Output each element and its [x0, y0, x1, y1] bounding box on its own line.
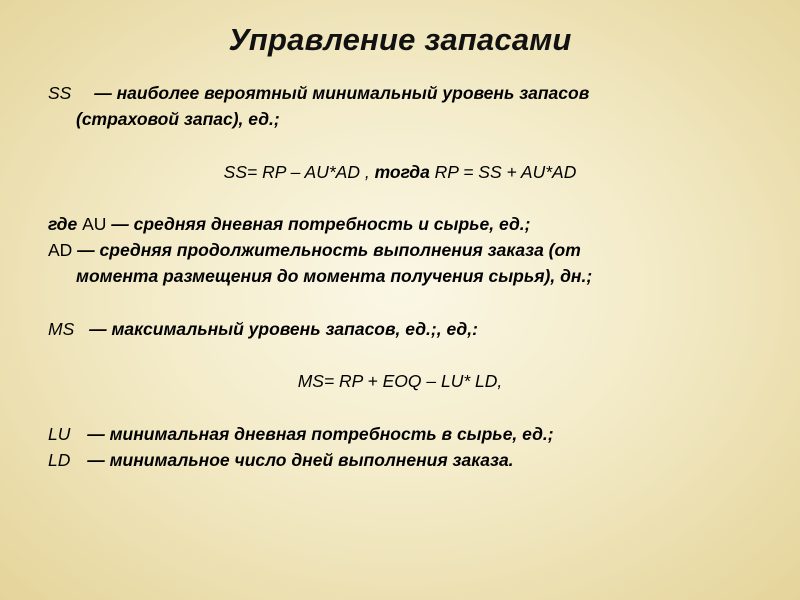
formula-rp-connector: тогда [369, 162, 435, 182]
ms-definition-text: — максимальный уровень запасов, ед.;, ед,: [84, 319, 478, 339]
au-term: AU [82, 214, 107, 234]
ss-definition-line1 [48, 82, 589, 104]
lu-definition-text: — минимальная дневная потребность в сырье, ед.; [82, 424, 554, 444]
ss-definition-text: — наиболее вероятный минимальный уровень запасов [89, 83, 590, 103]
ld-term: LD [48, 450, 71, 470]
au-definition [48, 213, 530, 235]
formula-rp-left: SS= RP – AU*AD , [223, 162, 370, 182]
ad-term: AD [48, 240, 73, 260]
ms-term: MS [48, 319, 75, 339]
formula-rp [0, 161, 800, 183]
formula-ms: MS= RP + EOQ – LU* LD, [297, 371, 503, 391]
ad-definition-line1 [48, 239, 581, 261]
ld-definition-text: — минимальное число дней выполнения заказа. [82, 450, 514, 470]
ld-definition [48, 449, 514, 471]
ss-definition-line2: (страховой запас), ед.; [76, 109, 280, 129]
lu-term: LU [48, 424, 71, 444]
au-definition-text: — средняя дневная потребность и сырье, ед.; [106, 214, 531, 234]
lu-definition [48, 423, 554, 445]
formula-rp-right: RP = SS + AU*AD [434, 162, 577, 182]
au-prefix: где [48, 214, 83, 234]
ss-term: SS [48, 83, 72, 103]
ms-definition [48, 318, 478, 340]
ad-definition-line2: момента размещения до момента получения сырья), дн.; [76, 266, 593, 286]
ad-definition-text: — средняя продолжительность выполнения заказа (от [72, 240, 581, 260]
slide-title: Управление запасами [228, 22, 572, 57]
